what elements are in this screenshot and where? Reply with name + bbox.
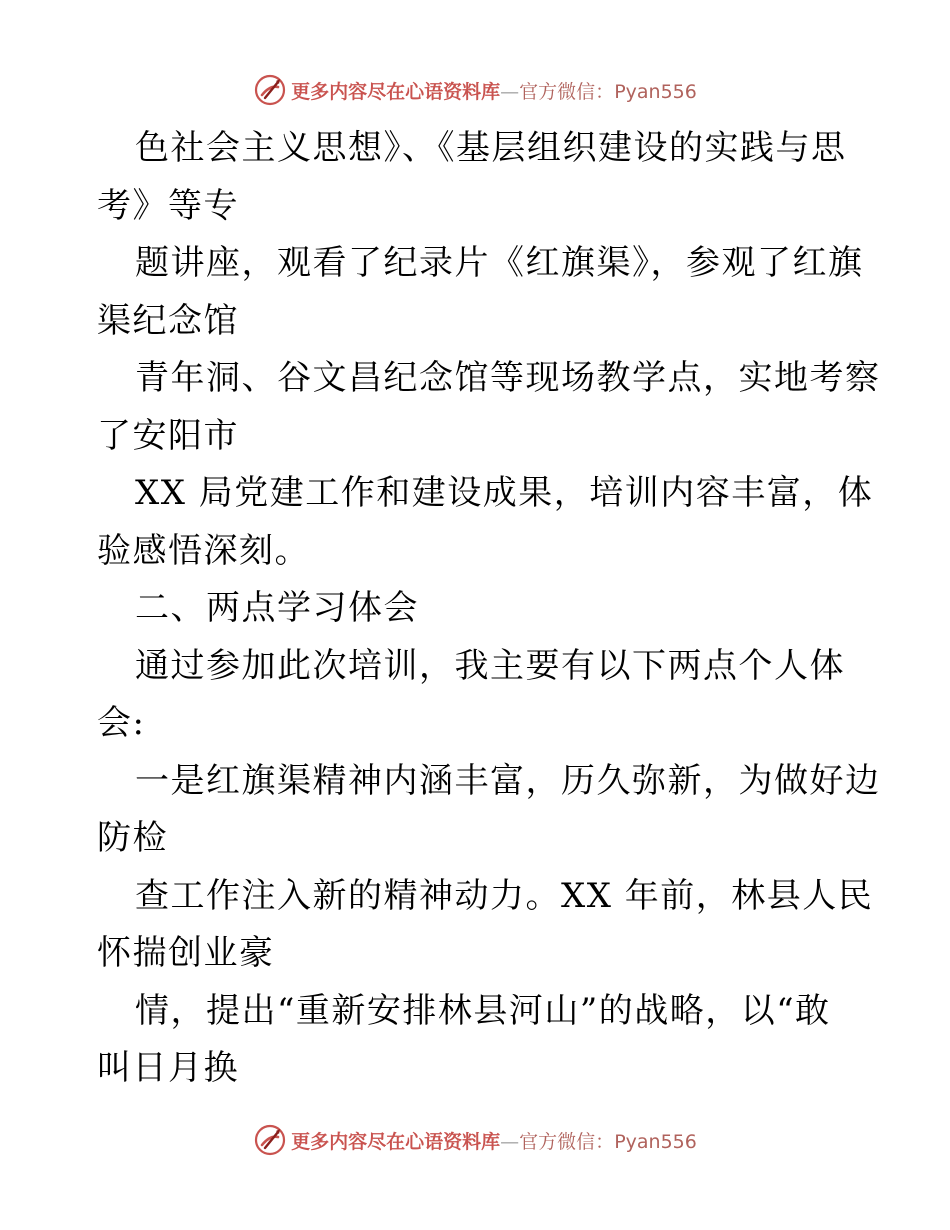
paragraph-line: 色社会主义思想》、《基层组织建设的实践与思 bbox=[135, 128, 847, 168]
paragraph-line: 验感悟深刻。 bbox=[97, 530, 310, 571]
paragraph-line: 了安阳市 bbox=[97, 415, 239, 456]
paragraph-line: 查工作注入新的精神动力。XX 年前，林县人民 bbox=[135, 875, 874, 916]
paragraph-line: 防检 bbox=[97, 818, 168, 858]
header-watermark bbox=[0, 70, 950, 110]
paragraph-line: 叫日月换 bbox=[97, 1048, 239, 1088]
paragraph-line: 题讲座，观看了纪录片《红旗渠》，参观了红旗 bbox=[135, 243, 864, 283]
paragraph-line: 会: bbox=[97, 703, 146, 743]
watermark-text: 更多内容尽在心语资料库—官方微信：Pyan556 bbox=[291, 80, 697, 103]
watermark-text: 更多内容尽在心语资料库—官方微信：Pyan556 bbox=[291, 1130, 697, 1153]
book-pen-logo-icon bbox=[253, 73, 287, 107]
paragraph-line: 一是红旗渠精神内涵丰富，历久弥新，为做好边 bbox=[135, 760, 881, 801]
paragraph-line: 渠纪念馆 bbox=[97, 300, 239, 341]
paragraph-line: 考》等专 bbox=[97, 185, 239, 226]
paragraph-line: 怀揣创业豪 bbox=[97, 933, 275, 973]
book-pen-logo-icon bbox=[253, 1123, 287, 1157]
paragraph-line: XX 局党建工作和建设成果，培训内容丰富，体 bbox=[135, 473, 874, 513]
paragraph-line: 情，提出“重新安排林县河山”的战略，以“敢 bbox=[135, 990, 831, 1031]
section-heading: 二、两点学习体会 bbox=[135, 588, 419, 628]
paragraph-line: 青年洞、谷文昌纪念馆等现场教学点，实地考察 bbox=[135, 358, 881, 398]
document-body bbox=[97, 120, 881, 1098]
footer-watermark bbox=[0, 1120, 950, 1160]
paragraph-line: 通过参加此次培训，我主要有以下两点个人体 bbox=[135, 645, 845, 686]
